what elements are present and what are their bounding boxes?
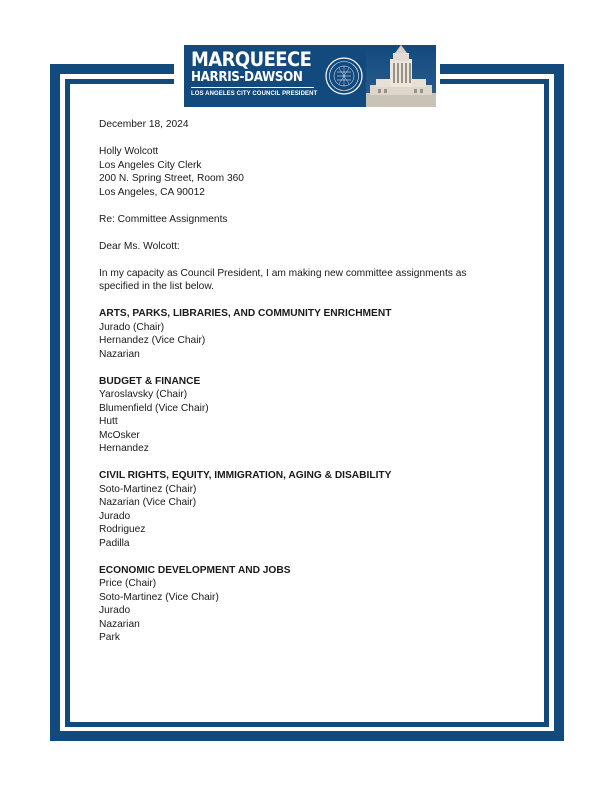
committee-member: Nazarian xyxy=(99,618,140,630)
committee-title: ARTS, PARKS, LIBRARIES, AND COMMUNITY ENRICHMENT xyxy=(99,308,392,319)
committee-member: Jurado xyxy=(99,510,131,522)
committee-member: Soto-Martinez (Vice Chair) xyxy=(99,591,219,603)
committee-member: Nazarian xyxy=(99,348,140,360)
committee-member: Jurado xyxy=(99,605,131,616)
committee-member: Blumenfield (Vice Chair) xyxy=(99,402,209,414)
committee-member: McOsker xyxy=(99,429,140,441)
committee-member: Jurado (Chair) xyxy=(99,321,165,333)
committee-member: Hernandez (Vice Chair) xyxy=(99,335,206,346)
recipient-line: Holly Wolcott xyxy=(99,146,159,157)
letterhead-rule xyxy=(191,87,314,88)
letterhead-text xyxy=(184,45,322,107)
city-hall-icon xyxy=(366,45,436,107)
intro-line: In my capacity as Council President, I am making new committee assignments as xyxy=(99,267,467,279)
committee-section xyxy=(99,469,519,550)
committee-title: ECONOMIC DEVELOPMENT AND JOBS xyxy=(99,564,291,576)
committee-section xyxy=(99,375,519,456)
committee-member: Padilla xyxy=(99,537,130,549)
committee-member: Soto-Martinez (Chair) xyxy=(99,483,197,495)
committee-member: Hutt xyxy=(99,416,118,427)
recipient-line: Los Angeles City Clerk xyxy=(99,159,202,171)
letter-salutation: Dear Ms. Wolcott: xyxy=(99,240,180,252)
committee-member: Hernandez xyxy=(99,443,149,454)
committee-member: Price (Chair) xyxy=(99,578,157,589)
recipient-line: 200 N. Spring Street, Room 360 xyxy=(99,173,244,184)
committee-section xyxy=(99,307,519,361)
committee-title: BUDGET & FINANCE xyxy=(99,375,201,387)
letterhead-name-last: HARRIS-DAWSON xyxy=(191,70,303,85)
committee-section xyxy=(99,564,519,645)
letter-date: December 18, 2024 xyxy=(99,119,189,130)
letterhead-name-first: MARQUEECE xyxy=(191,48,312,71)
letter-subject: Re: Committee Assignments xyxy=(99,213,228,225)
recipient-line: Los Angeles, CA 90012 xyxy=(99,186,205,198)
committee-member: Rodriguez xyxy=(99,524,146,535)
letter-body xyxy=(99,118,519,658)
city-seal-icon xyxy=(322,45,366,107)
recipient-address xyxy=(99,145,519,199)
letter-intro xyxy=(99,267,519,294)
committee-member: Park xyxy=(99,632,120,643)
letterhead-subtitle: LOS ANGELES CITY COUNCIL PRESIDENT xyxy=(191,91,318,97)
letterhead-logo xyxy=(184,45,436,107)
intro-line: specified in the list below. xyxy=(99,281,214,292)
committee-member: Nazarian (Vice Chair) xyxy=(99,497,197,508)
committee-member: Yaroslavsky (Chair) xyxy=(99,389,188,400)
committee-title: CIVIL RIGHTS, EQUITY, IMMIGRATION, AGING & DISABILITY xyxy=(99,470,392,481)
